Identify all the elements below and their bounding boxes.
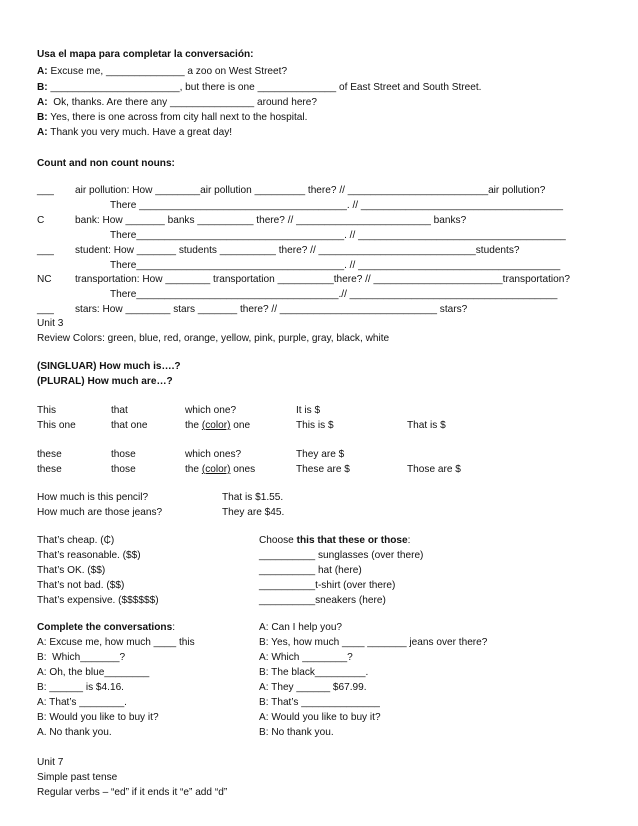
complete-heading: Complete the conversations:	[37, 622, 175, 633]
cost-phrase: That’s OK. ($$)	[37, 565, 106, 576]
count-mark: ___	[37, 245, 54, 256]
speaker: B:	[37, 82, 48, 93]
demo-cell: the (color) one	[185, 420, 251, 431]
conv-right-line: A: Can I help you?	[259, 622, 343, 633]
dialog-line	[37, 97, 317, 109]
dialog-line	[37, 127, 232, 139]
unit7-rule: Regular verbs – “ed” if it ends it “e” add “d”	[37, 787, 228, 798]
demo-cell: It is $	[296, 405, 321, 416]
conv-right-line: A: They ______ $67.99.	[259, 682, 367, 693]
choose-heading: Choose this that these or those:	[259, 535, 411, 546]
demo-cell: those	[111, 464, 136, 475]
dialog-line	[37, 82, 482, 94]
conv-left-line: A. No thank you.	[37, 727, 112, 738]
conv-left-line: B: Which_______?	[37, 652, 126, 663]
unit3-title: Unit 3	[37, 318, 64, 329]
demo-cell: This is $	[296, 420, 334, 431]
demo-cell: Those are $	[407, 464, 461, 475]
conv-right-line: B: No thank you.	[259, 727, 334, 738]
speaker: B:	[37, 112, 48, 123]
choose-item: __________t-shirt (over there)	[259, 580, 396, 591]
count-mark: C	[37, 215, 45, 226]
price-question: How much are those jeans?	[37, 507, 163, 518]
dialog-text: Ok, thanks. Are there any _______________ around here?	[47, 97, 318, 108]
choose-item: __________ sunglasses (over there)	[259, 550, 424, 561]
demo-cell: that one	[111, 420, 148, 431]
count-mark: NC	[37, 274, 52, 285]
demo-cell: the (color) ones	[185, 464, 256, 475]
count-answer: There_____________________________________. // ____________________________________	[110, 260, 561, 271]
conv-right-line: B: Yes, how much ____ _______ jeans over there?	[259, 637, 488, 648]
count-question: stars: How ________ stars _______ there? // ____________________________ stars?	[75, 304, 468, 315]
count-mark: ___	[37, 185, 54, 196]
demo-cell: They are $	[296, 449, 345, 460]
cost-phrase: That’s not bad. ($$)	[37, 580, 125, 591]
count-question: bank: How _______ banks __________ there? // ________________________ banks?	[75, 215, 467, 226]
demo-cell: This one	[37, 420, 76, 431]
choose-item: __________ hat (here)	[259, 565, 362, 576]
speaker: A:	[37, 97, 48, 108]
conv-left-line: B: Would you like to buy it?	[37, 712, 159, 723]
count-mark: ___	[37, 304, 54, 315]
demo-cell: These are $	[296, 464, 350, 475]
speaker: A:	[37, 66, 48, 77]
conv-right-line: B: That’s ______________	[259, 697, 380, 708]
unit7-subtitle: Simple past tense	[37, 772, 118, 783]
demo-cell: which one?	[185, 405, 237, 416]
demo-cell: those	[111, 449, 136, 460]
demo-cell: which ones?	[185, 449, 242, 460]
count-question: transportation: How ________ transportation __________there? // _______________________transportation?	[75, 274, 570, 285]
dialog-text: Yes, there is one across from city hall next to the hospital.	[47, 112, 308, 123]
review-colors: Review Colors: green, blue, red, orange, yellow, pink, purple, gray, black, white	[37, 333, 390, 344]
conv-left-line: B: ______ is $4.16.	[37, 682, 124, 693]
conv-left-line: A: Oh, the blue________	[37, 667, 150, 678]
plural-heading: (PLURAL) How much are…?	[37, 376, 173, 387]
conv-left-line: A: Excuse me, how much ____ this	[37, 637, 195, 648]
dialog-text: Thank you very much. Have a great day!	[47, 127, 233, 138]
price-answer: They are $45.	[222, 507, 285, 518]
count-answer: There _____________________________________. // ____________________________________	[110, 200, 563, 211]
conv-left-line: A: That’s ________.	[37, 697, 127, 708]
map-section-title: Usa el mapa para completar la conversación:	[37, 49, 254, 60]
demo-cell: that	[111, 405, 128, 416]
demo-cell: That is $	[407, 420, 446, 431]
count-section-title: Count and non count nouns:	[37, 158, 175, 169]
price-answer: That is $1.55.	[222, 492, 284, 503]
count-answer: There____________________________________.// _____________________________________	[110, 289, 558, 300]
dialog-text: Excuse me, ______________ a zoo on West Street?	[47, 66, 288, 77]
count-question: student: How _______ students __________ there? // ____________________________students?	[75, 245, 520, 256]
demo-cell: these	[37, 464, 62, 475]
conv-right-line: A: Which ________?	[259, 652, 353, 663]
cost-phrase: That’s reasonable. ($$)	[37, 550, 141, 561]
choose-item: __________sneakers (here)	[259, 595, 386, 606]
price-question: How much is this pencil?	[37, 492, 149, 503]
conv-right-line: A: Would you like to buy it?	[259, 712, 381, 723]
unit7-title: Unit 7	[37, 757, 64, 768]
dialog-line	[37, 66, 287, 78]
singular-heading: (SINGLUAR) How much is….?	[37, 361, 181, 372]
cost-phrase: That’s cheap. (₵)	[37, 535, 115, 546]
cost-phrase: That’s expensive. ($$$$$$)	[37, 595, 159, 606]
dialog-text: _______________________, but there is one ______________ of East Street and South Street.	[47, 82, 482, 93]
conv-right-line: B: The black_________.	[259, 667, 369, 678]
speaker: A:	[37, 127, 48, 138]
demo-cell: these	[37, 449, 62, 460]
count-answer: There_____________________________________. // _____________________________________	[110, 230, 566, 241]
dialog-line	[37, 112, 307, 124]
demo-cell: This	[37, 405, 57, 416]
count-question: air pollution: How ________air pollution _________ there? // _________________________air pollution?	[75, 185, 546, 196]
